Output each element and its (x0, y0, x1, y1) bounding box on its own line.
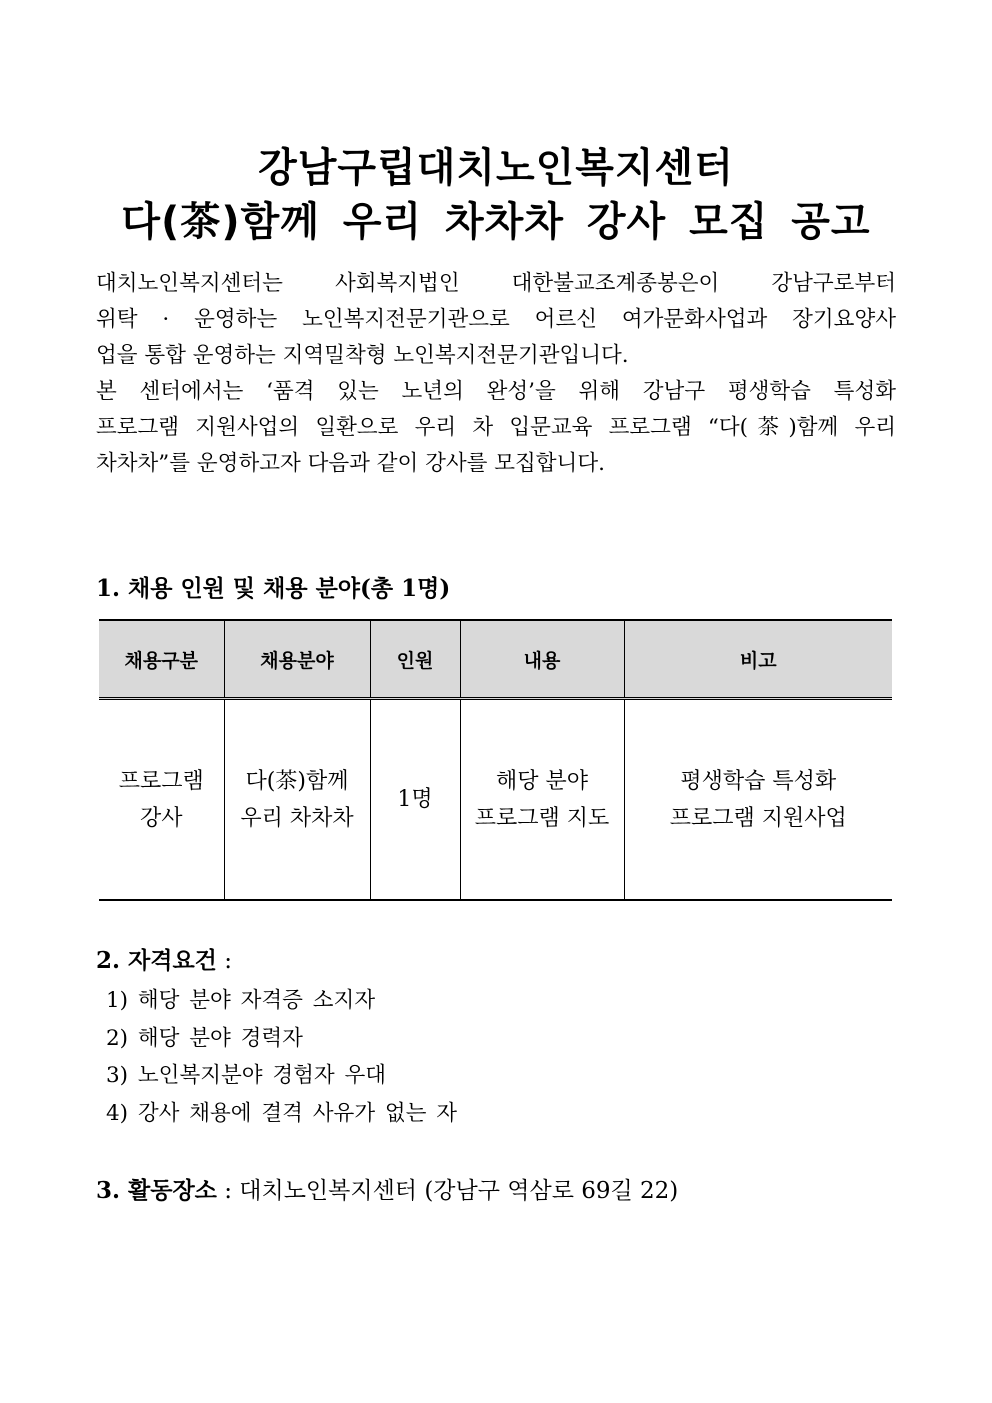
section-2-heading-label: 2. 자격요건 (96, 947, 217, 974)
requirements-list (106, 982, 457, 1132)
cell-field-line: 다(茶)함께 (245, 768, 349, 794)
list-item: 2) 해당 분야 경력자 (106, 1025, 303, 1051)
cell-content (460, 699, 624, 901)
title-line-1: 강남구립대치노인복지센터 (258, 145, 734, 191)
cell-field (224, 699, 370, 901)
cell-content-line: 프로그램 지도 (474, 805, 610, 831)
table-row (99, 699, 892, 901)
section-2-heading-colon: : (216, 948, 232, 974)
section-2-heading (96, 942, 232, 975)
intro-line: 차차차”를 운영하고자 다음과 같이 강사를 모집합니다. (96, 451, 605, 476)
intro-line: 본 센터에서는 ‘품격 있는 노년의 완성’을 위해 강남구 평생학습 특성화 (96, 379, 896, 404)
intro-line: 대치노인복지센터는 사회복지법인 대한불교조계종봉은이 강남구로부터 (96, 271, 896, 296)
intro-line: 위탁 · 운영하는 노인복지전문기관으로 어르신 여가문화사업과 장기요양사 (96, 307, 896, 332)
table-header-content: 내용 (460, 620, 624, 699)
cell-note (624, 699, 892, 901)
intro-line: 업을 통합 운영하는 지역밀착형 노인복지전문기관입니다. (96, 343, 629, 368)
cell-category-line: 프로그램 (118, 768, 204, 794)
cell-count: 1명 (370, 699, 460, 901)
list-item: 4) 강사 채용에 결격 사유가 없는 자 (106, 1100, 458, 1126)
cell-field-line: 우리 차차차 (240, 805, 354, 831)
table-header-note: 비고 (624, 620, 892, 699)
table-header-category: 채용구분 (99, 620, 224, 699)
section-3-heading-label: 3. 활동장소 (96, 1177, 217, 1204)
cell-content-line: 해당 분야 (495, 768, 588, 794)
intro-line: 프로그램 지원사업의 일환으로 우리 차 입문교육 프로그램 “다(茶)함께 우리 (96, 415, 896, 440)
title-line-2: 다(茶)함께 우리 차차차 강사 모집 공고 (121, 199, 871, 245)
cell-category-line: 강사 (139, 805, 183, 831)
cell-note-line: 평생학습 특성화 (680, 768, 837, 794)
section-3-heading (96, 1172, 678, 1205)
table-header-field: 채용분야 (224, 620, 370, 699)
list-item: 1) 해당 분야 자격증 소지자 (106, 988, 376, 1013)
cell-note-line: 프로그램 지원사업 (669, 805, 847, 831)
recruitment-table (99, 619, 892, 900)
table-header-count: 인원 (370, 620, 460, 699)
section-1-heading: 1. 채용 인원 및 채용 분야(총 1명) (96, 575, 451, 602)
section-3-location: : 대치노인복지센터 (강남구 역삼로 69길 22) (216, 1178, 679, 1204)
cell-category (99, 699, 224, 901)
table-header-row (99, 620, 892, 699)
intro-paragraph (96, 266, 896, 482)
list-item: 3) 노인복지분야 경험자 우대 (106, 1063, 387, 1088)
